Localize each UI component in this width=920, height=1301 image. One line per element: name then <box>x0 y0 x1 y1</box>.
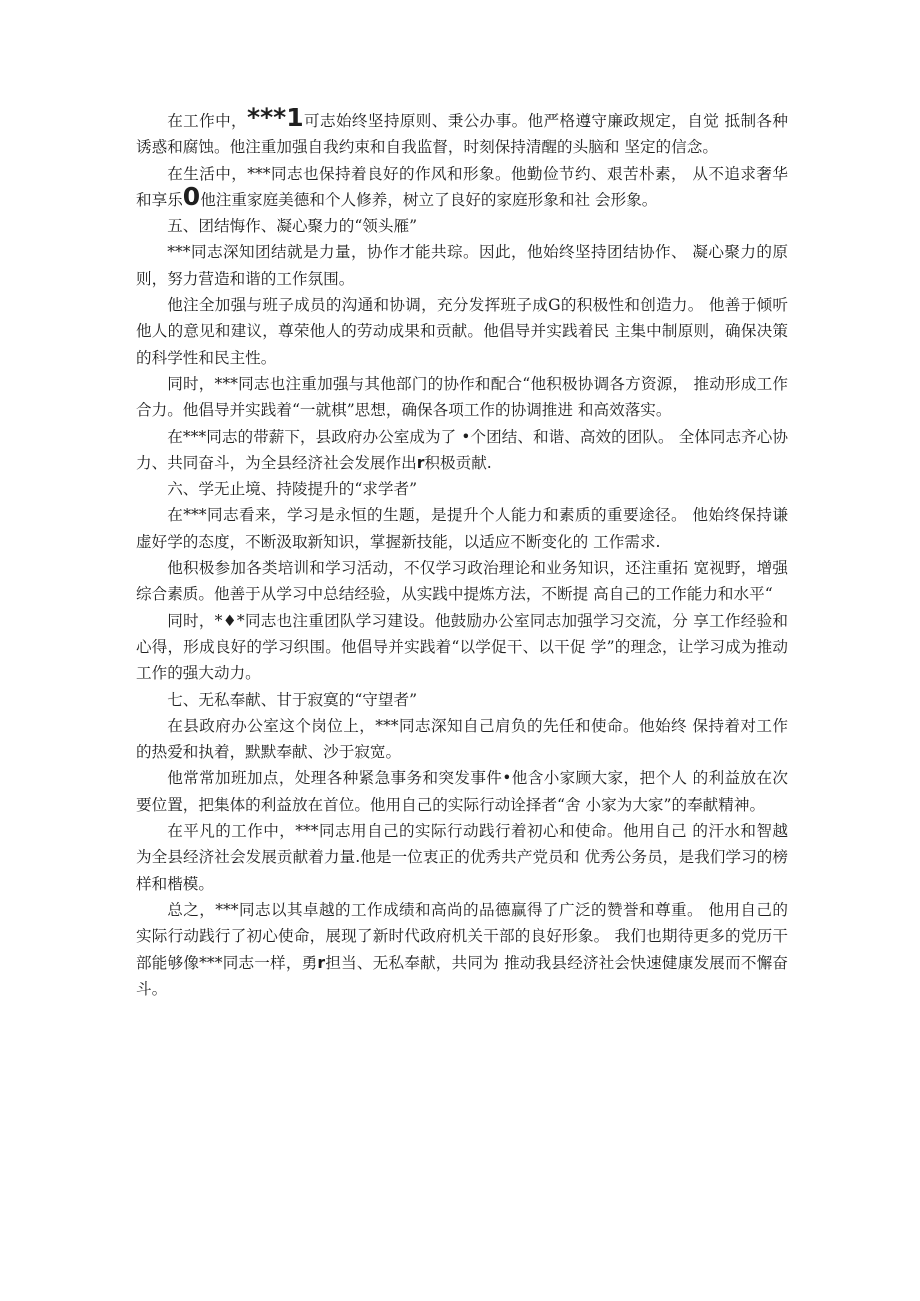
paragraph-team-leadership <box>136 424 788 477</box>
text-run: 他注重家庭美德和个人修养，树立了良好的家庭形象和社 会形象。 <box>200 190 658 209</box>
paragraph-department-cooperation: 同时，***同志也注重加强与其他部门的协作和配合“他积极协调各方资源， 推动形成工作合力。他倡导并实践着“一就棋”思想，确保各项工作的协调推进 和高效落实。 <box>136 374 788 420</box>
text-run: 在工作中， <box>167 112 248 130</box>
paragraph-conclusion <box>136 897 788 1002</box>
document-body <box>136 103 788 1002</box>
paragraph-training: 他积极参加各类培训和学习活动，不仅学习政治理论和业务知识，还注重拓 宽视野，增强综合素质。他善于从学习中总结经验，从实践中提炼方法，不断提 高自己的工作能力和水平“ <box>136 559 788 604</box>
paragraph-work-principles <box>136 103 788 161</box>
section-heading-6: 六、学无止境、持陵提升的“求学者” <box>167 480 418 499</box>
paragraph-dedication: 在县政府办公室这个岗位上，***同志深知自己肩负的先任和使命。他始终 保持着对工作的热爱和执着，默默奉献、沙于寂宽。 <box>136 716 788 762</box>
section-heading-7: 七、无私奉献、甘于寂寞的“守望者” <box>167 690 418 709</box>
paragraph-life-style <box>136 161 788 214</box>
paragraph-team-learning: 同时，*♦*同志也注重团队学习建设。他鼓励办公室同志加强学习交流，分 享工作经验和心得，形成良好的学习织围。他倡导并实践着“以学促干、以干促 学”的理念，让学习成为推动工作的强大动力。 <box>136 611 788 683</box>
paragraph-unity: ***同志深知团结就是力量，协作才能共琮。因此，他始终坚持团结协作、 凝心聚力的原则，努力营造和谐的工作氛围。 <box>136 243 788 288</box>
paragraph-learning-attitude: 在***同志看来，学习是永恒的生题，是提升个人能力和素质的重要途径。 他始终保持谦虚好学的态度，不断汲取新知识，掌握新技能，以适应不断变化的 工作需求. <box>136 506 788 551</box>
glyph-run: r <box>416 453 425 472</box>
text-run: 担当、无私奉献，共同为 推动我县经济社会快速健康发展而不懈奋斗。 <box>136 953 788 998</box>
paragraph-ordinary-work: 在平凡的工作中，***同志用自己的实际行动践行着初心和使命。他用自己 的汗水和智越为全县经济社会发展贡献着力量.他是一位衷正的优秀共产党员和 优秀公务员，是我们学习的榜样和楷模。 <box>136 822 788 893</box>
text-run: 在***同志的带薪下，县政府办公室成为了 •个团结、和谐、高效的团队。 全体同志齐心协力、共同奋斗，为全县经济社会发展作出 <box>136 427 788 472</box>
text-run: 积极贡献. <box>424 453 492 472</box>
section-heading-5: 五、团结悔作、凝心聚力的“领头雁” <box>167 217 418 236</box>
enlarged-text-run: ***1 <box>247 103 304 132</box>
text-run: 在生活中，***同志也保持着良好的作风和形象。他勤俭节约、艰苦朴素， 从不追求奢华和享乐 <box>136 164 788 209</box>
paragraph-overtime: 他常常加班加点，处理各种紧急事务和突发事件•他含小家顾大家，把个人 的利益放在次要位置，把集体的利益放在首位。他用自己的实际行动诠择者“舍 小家为大家”的奉献精神。 <box>136 769 788 814</box>
enlarged-text-run: 0 <box>182 181 201 211</box>
text-run: 总之，***同志以其卓越的工作成绩和高尚的品德赢得了广泛的赞誉和尊重。 他用自己的实际行动践行了初心使命，展现了新时代政府机关干部的良好形象。 我们也期待更多的党历干部能够像***同志一样，勇 <box>136 900 788 972</box>
glyph-run: r <box>317 953 326 972</box>
text-run: 可志始终坚持原则、秉公办事。他严格遵守廉政规定，自觉 抵制各种诱惑和腐蚀。他注重加强自我约束和自我监督，时刻保持清醒的头脑和 坚定的信念。 <box>136 112 788 157</box>
paragraph-team-communication: 他注全加强与班子成员的沟通和协调，充分发挥班子成G的积极性和创造力。 他善于倾听他人的意见和建议，尊荣他人的劳动成果和贡献。他倡导并实践着民 主集中制原则，确保决策的科学性和民主性。 <box>136 296 788 367</box>
